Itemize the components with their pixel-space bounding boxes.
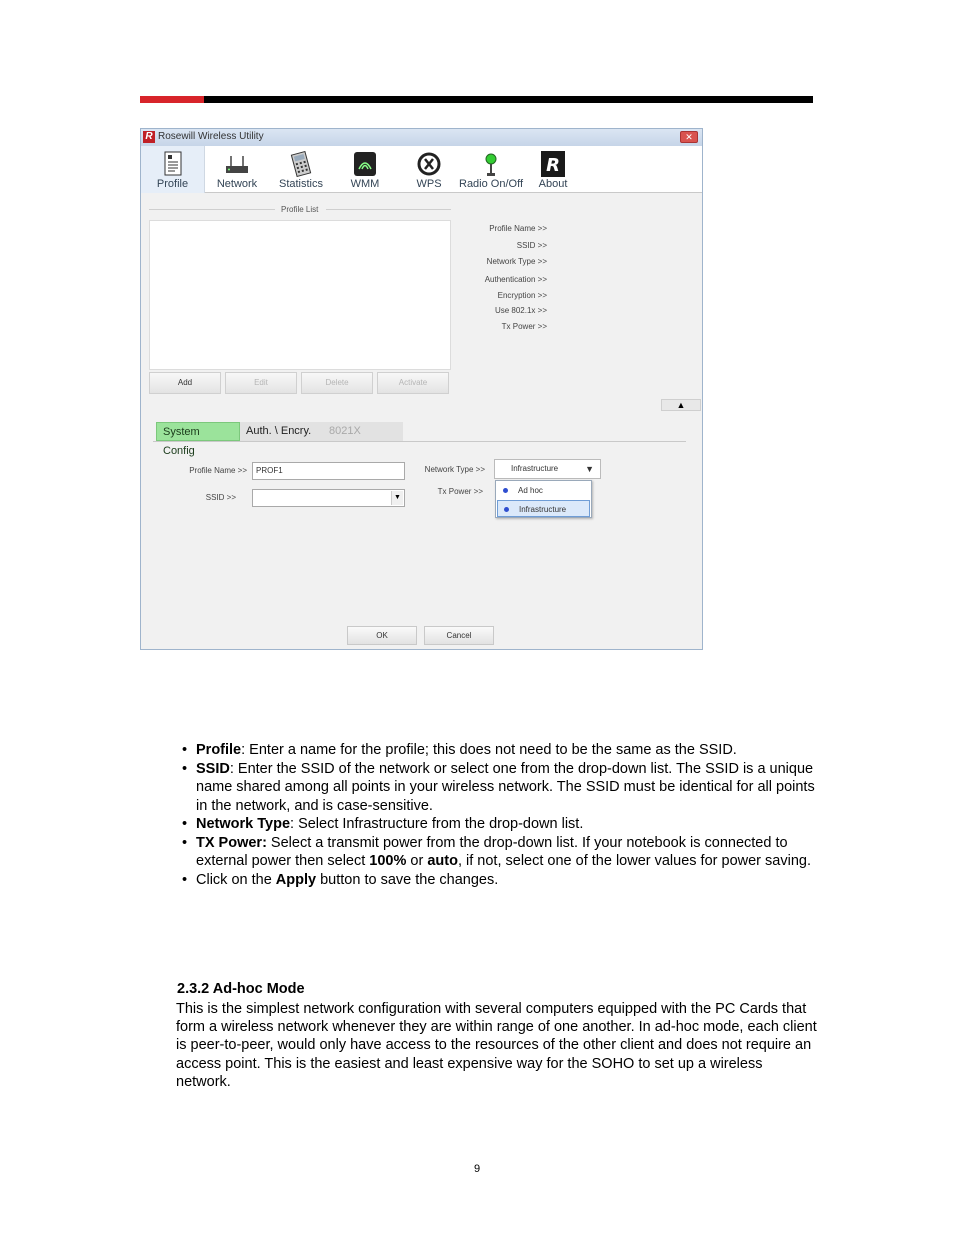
bullet-icon	[503, 488, 508, 493]
profile-name-label: Profile Name >>	[189, 466, 247, 475]
svg-text:R: R	[546, 155, 560, 176]
page-number: 9	[473, 1163, 481, 1175]
info-network-type-label: Network Type >>	[486, 257, 547, 266]
info-ssid-label: SSID >>	[516, 241, 547, 250]
toolbar-about-button[interactable]	[527, 146, 579, 193]
collapse-up-icon[interactable]: ▲	[661, 399, 701, 411]
header-rule-black	[204, 96, 813, 103]
header-rule-red	[140, 96, 204, 103]
toolbar-wps-button[interactable]	[397, 146, 461, 193]
chevron-down-icon[interactable]: ▼	[391, 491, 403, 505]
close-button[interactable]: ✕	[680, 131, 698, 143]
radio-icon	[479, 151, 503, 177]
info-encryption-label: Encryption >>	[497, 291, 547, 300]
toolbar-label: Radio On/Off	[459, 178, 523, 190]
bullet-icon	[504, 507, 509, 512]
activate-button[interactable]: Activate	[377, 372, 449, 394]
toolbar-label: WPS	[416, 178, 442, 190]
title-bar	[141, 129, 702, 146]
tab-system-config[interactable]: System Config	[156, 422, 240, 441]
about-icon	[541, 151, 565, 177]
tab-auth-encry[interactable]: Auth. \ Encry.	[240, 422, 323, 441]
toolbar-profile-button[interactable]	[141, 146, 205, 193]
list-item: • Profile: Enter a name for the profile; this does not need to be the same as the SSID.	[182, 741, 822, 760]
network-type-dropdown	[495, 480, 592, 518]
toolbar-network-button[interactable]	[205, 146, 269, 193]
profile-name-input[interactable]: PROF1	[252, 462, 405, 480]
ssid-combo[interactable]	[252, 489, 405, 507]
profile-icon	[161, 151, 185, 177]
toolbar-label: Statistics	[278, 178, 323, 190]
toolbar	[141, 146, 702, 193]
ok-button[interactable]: OK	[347, 626, 417, 645]
option-infrastructure[interactable]: Infrastructure	[497, 500, 590, 517]
tx-power-label: Tx Power >>	[437, 487, 483, 496]
wireless-utility-window	[140, 128, 703, 650]
list-item: • SSID: Enter the SSID of the network or select one from the drop-down list. The SSID is a unique name shared among all points in your wireless network. The SSID must be identical for all points in the network, and is case-sensitive.	[182, 760, 822, 816]
window-title: Rosewill Wireless Utility	[158, 131, 264, 142]
add-button[interactable]: Add	[149, 372, 221, 394]
network-type-value: Infrastructure	[511, 464, 559, 473]
statistics-icon	[289, 151, 313, 177]
edit-button[interactable]: Edit	[225, 372, 297, 394]
wps-icon	[417, 151, 441, 177]
option-ad-hoc[interactable]: Ad hoc	[497, 482, 590, 499]
toolbar-label: Profile	[156, 178, 189, 190]
toolbar-label: Network	[216, 178, 258, 190]
divider	[149, 209, 275, 210]
profile-list-box[interactable]	[149, 220, 451, 370]
tab-8021x[interactable]: 8021X	[323, 422, 403, 441]
info-tx-power-label: Tx Power >>	[501, 322, 547, 331]
profile-list-title: Profile List	[281, 205, 319, 214]
divider	[326, 209, 451, 210]
toolbar-label: WMM	[350, 178, 380, 190]
section-heading: 2.3.2 Ad-hoc Mode	[177, 981, 305, 997]
ssid-label: SSID >>	[205, 493, 236, 502]
tabs-divider	[153, 441, 686, 442]
network-type-select[interactable]	[494, 459, 601, 479]
info-profile-name-label: Profile Name >>	[489, 224, 547, 233]
list-item: • Network Type: Select Infrastructure from the drop-down list.	[182, 815, 822, 834]
list-item: • Click on the Apply button to save the changes.	[182, 871, 822, 890]
cancel-button[interactable]: Cancel	[424, 626, 494, 645]
wmm-icon	[353, 151, 377, 177]
app-logo-icon: R	[143, 131, 155, 143]
toolbar-statistics-button[interactable]	[269, 146, 333, 193]
list-item: • TX Power: Select a transmit power from the drop-down list. If your notebook is connected to external power then select 100% or auto, if not, select one of the lower values for power saving.	[182, 834, 822, 871]
network-icon	[225, 151, 249, 177]
section-paragraph: This is the simplest network configuration with several computers equipped with the PC Cards that form a wireless network whenever they are within range of one another. In ad-hoc mode, each client is peer-to-peer, would only have access to the resources of the other client and does not require an access point. This is the easiest and least expensive way for the SOHO to set up a wireless network.	[176, 1001, 817, 1090]
toolbar-label: About	[538, 178, 568, 190]
delete-button[interactable]: Delete	[301, 372, 373, 394]
info-authentication-label: Authentication >>	[484, 275, 547, 284]
toolbar-radio-button[interactable]	[453, 146, 529, 193]
toolbar-wmm-button[interactable]	[333, 146, 397, 193]
info-8021x-label: Use 802.1x >>	[494, 306, 547, 315]
instruction-list	[182, 741, 822, 889]
chevron-down-icon: ▼	[585, 464, 594, 474]
network-type-label: Network Type >>	[424, 465, 485, 474]
